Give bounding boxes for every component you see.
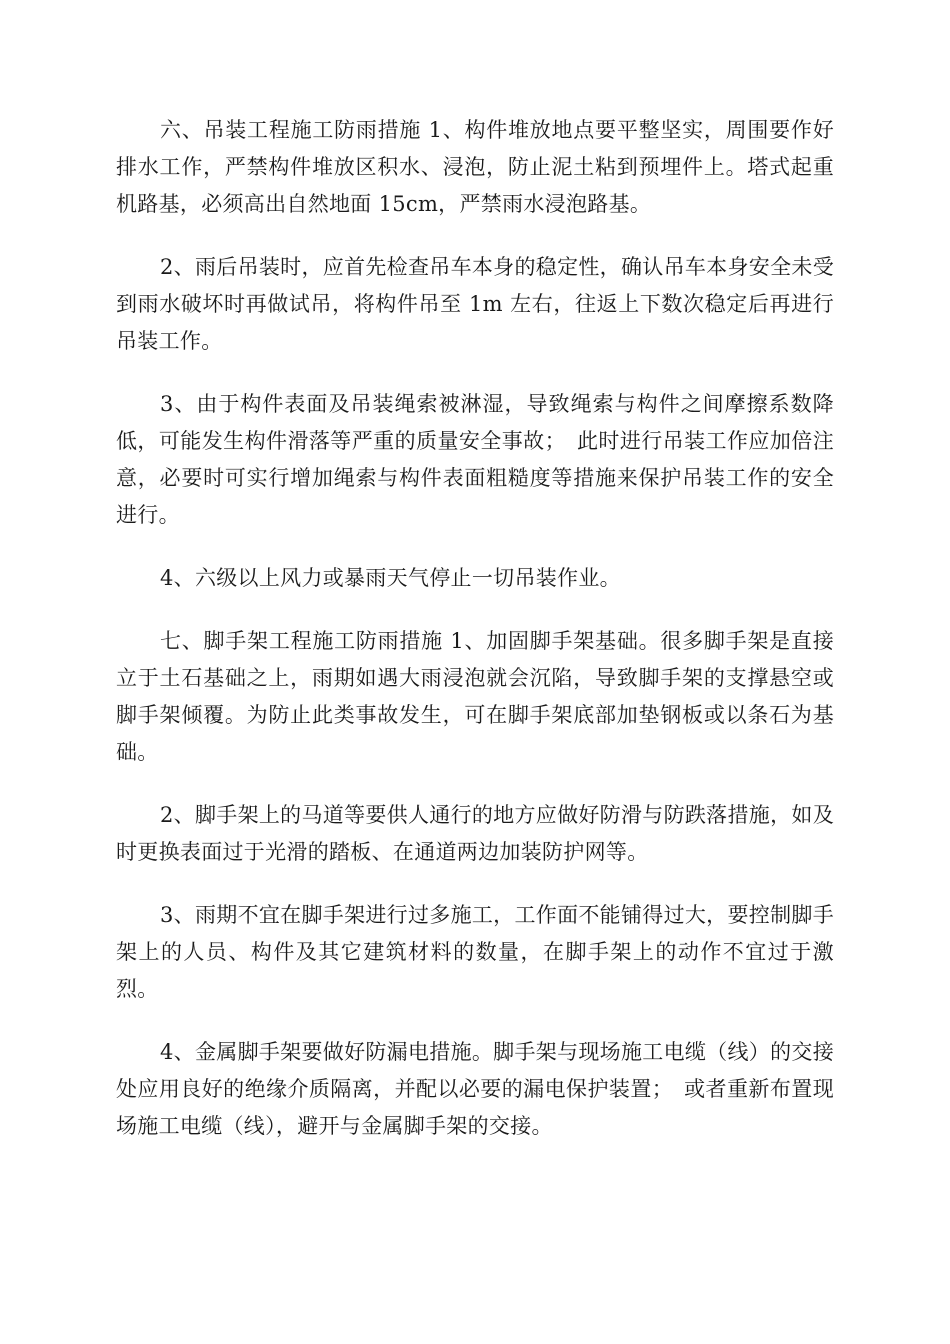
paragraph-scaffold-rain-measures-1: 七、脚手架工程施工防雨措施 1、加固脚手架基础。很多脚手架是直接立于土石基础之上，雨期如遇大雨浸泡就会沉陷，导致脚手架的支撑悬空或脚手架倾覆。为防止此类事故发生，可在脚手架底部加垫钢板或以条石为基础。 xyxy=(116,629,834,764)
paragraph-lifting-rain-measures-3: 3、由于构件表面及吊装绳索被淋湿，导致绳索与构件之间摩擦系数降低，可能发生构件滑落等严重的质量安全事故； 此时进行吊装工作应加倍注意，必要时可实行增加绳索与构件表面粗糙度等措施来保护吊装工作的安全进行。 xyxy=(116,392,834,527)
paragraph-lifting-rain-measures-1: 六、吊装工程施工防雨措施 1、构件堆放地点要平整坚实，周围要作好排水工作，严禁构件堆放区积水、浸泡，防止泥土粘到预埋件上。塔式起重机路基，必须高出自然地面 15cm，严禁雨水浸泡路基。 xyxy=(116,118,834,216)
document-body xyxy=(116,112,834,1171)
paragraph-scaffold-rain-measures-2: 2、脚手架上的马道等要供人通行的地方应做好防滑与防跌落措施，如及时更换表面过于光滑的踏板、在通道两边加装防护网等。 xyxy=(116,803,834,864)
paragraph-scaffold-rain-measures-3: 3、雨期不宜在脚手架进行过多施工，工作面不能铺得过大，要控制脚手架上的人员、构件及其它建筑材料的数量，在脚手架上的动作不宜过于激烈。 xyxy=(116,903,834,1001)
paragraph-lifting-rain-measures-2: 2、雨后吊装时，应首先检查吊车本身的稳定性，确认吊车本身安全未受到雨水破坏时再做试吊，将构件吊至 1m 左右，往返上下数次稳定后再进行吊装工作。 xyxy=(116,255,834,353)
paragraph-lifting-rain-measures-4: 4、六级以上风力或暴雨天气停止一切吊装作业。 xyxy=(160,566,621,590)
paragraph-scaffold-rain-measures-4: 4、金属脚手架要做好防漏电措施。脚手架与现场施工电缆（线）的交接处应用良好的绝缘介质隔离，并配以必要的漏电保护装置； 或者重新布置现场施工电缆（线），避开与金属脚手架的交接。 xyxy=(116,1040,834,1138)
